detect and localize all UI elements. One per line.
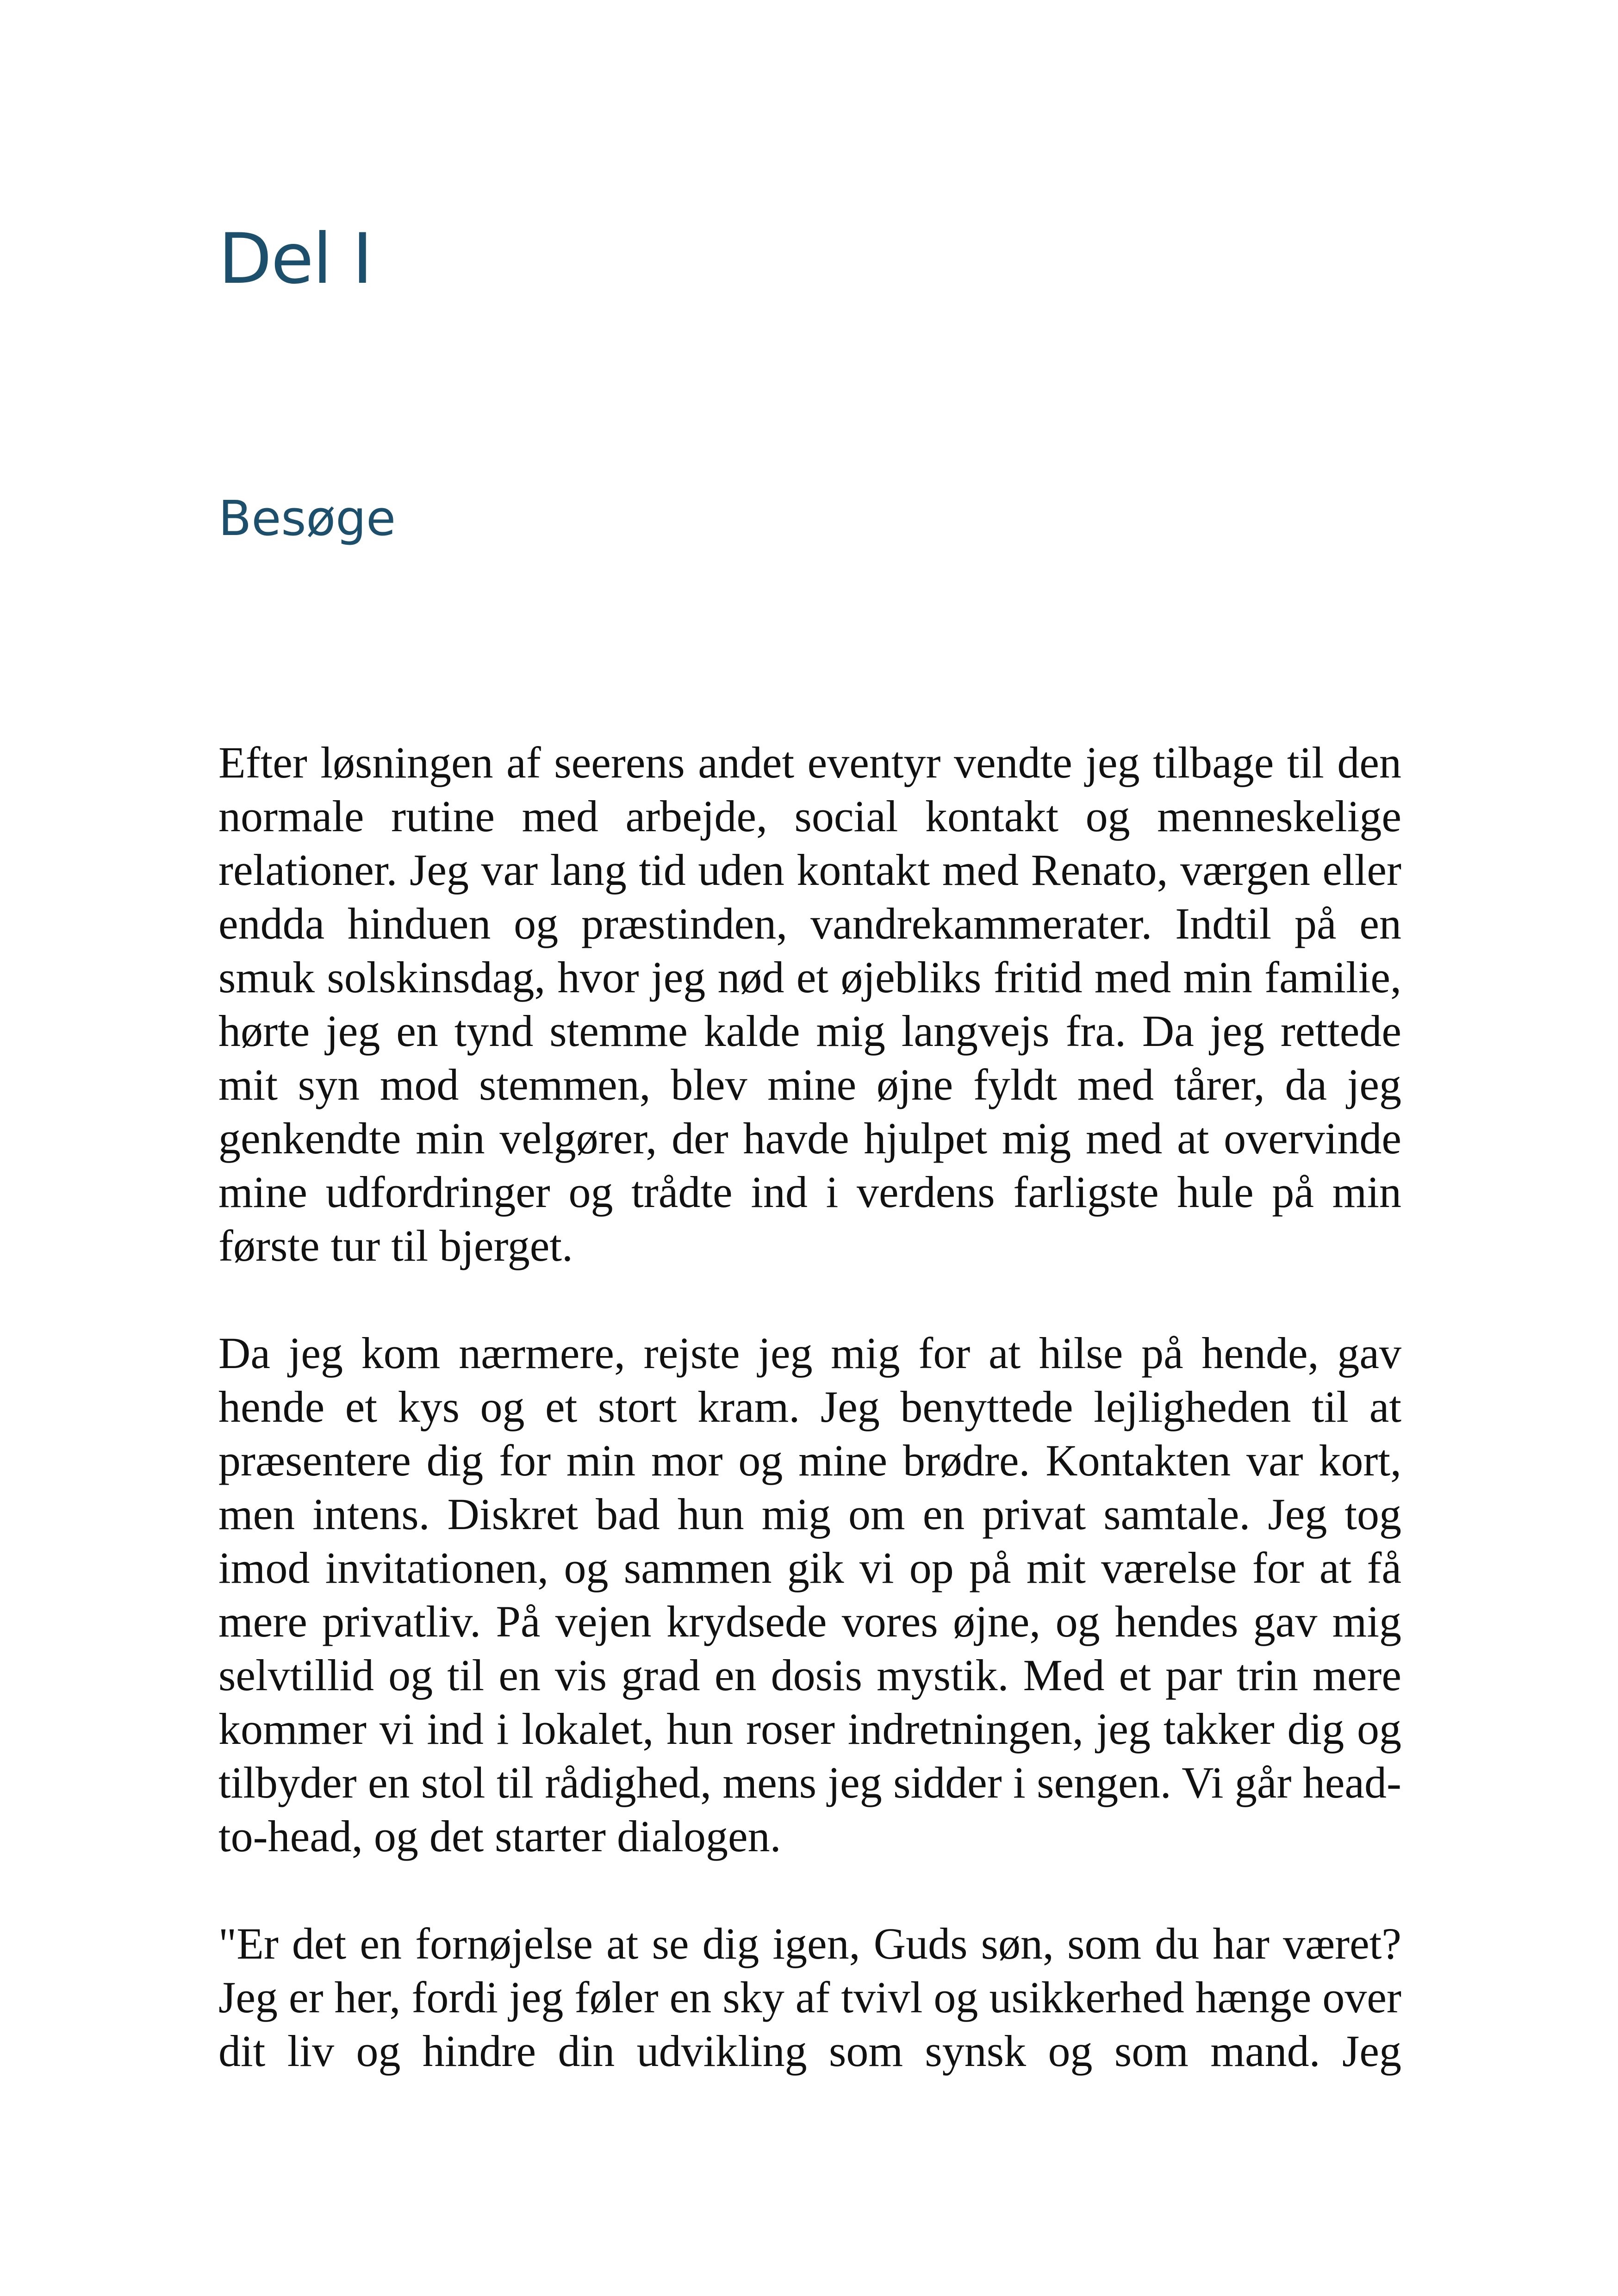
paragraph-1: Efter løsningen af seerens andet eventyr vendte jeg tilbage til den normale rutine med arbejde, social kontakt og menneskelige relationer. Jeg var lang tid uden kontakt med Renato, værgen eller endda hinduen og præstinden, vandrekammerater. Indtil på en smuk solskinsdag, hvor jeg nød et øjebliks fritid med min familie, hørte jeg en tynd stemme kalde mig langvejs fra. Da jeg rettede mit syn mod stemmen, blev mine øjne fyldt med tårer, da jeg genkendte min velgører, der havde hjulpet mig med at overvinde mine udfordringer og trådte ind i verdens farligste hule på min første tur til bjerget. (218, 738, 1401, 1270)
body-text (218, 736, 1401, 2132)
paragraph-2: Da jeg kom nærmere, rejste jeg mig for at hilse på hende, gav hende et kys og et stort kram. Jeg benyttede lejligheden til at præsentere dig for min mor og mine brødre. Kontakten var kort, men intens. Diskret bad hun mig om en privat samtale. Jeg tog imod invitationen, og sammen gik vi op på mit værelse for at få mere privatliv. På vejen krydsede vores øjne, og hendes gav mig selvtillid og til en vis grad en dosis mystik. Med et par trin mere kommer vi ind i lokalet, hun roser indretningen, jeg takker dig og tilbyder en stol til rådighed, mens jeg sidder i sengen. Vi går head-to-head, og det starter dialogen. (218, 1328, 1401, 1861)
part-title: Del I (218, 219, 372, 299)
chapter-title: Besøge (218, 490, 396, 547)
paragraph-3: "Er det en fornøjelse at se dig igen, Guds søn, som du har været? Jeg er her, fordi jeg føler en sky af tvivl og usikkerhed hænge over dit liv og hindre din udvikling som synsk og som mand. Jeg (218, 1919, 1401, 2076)
